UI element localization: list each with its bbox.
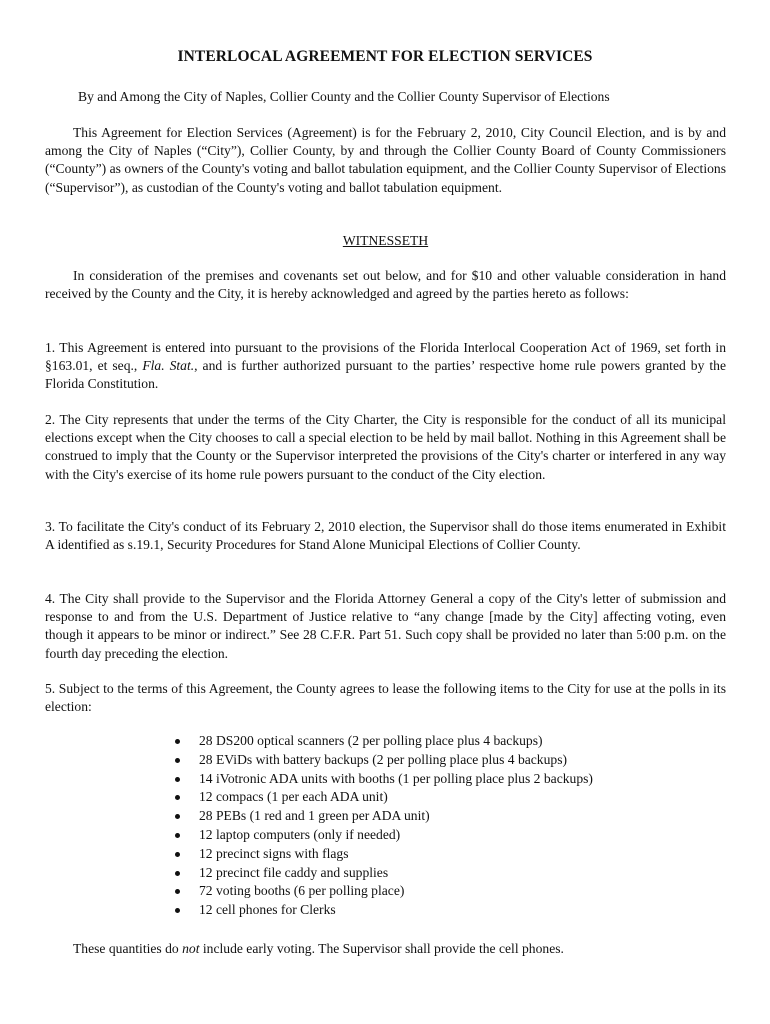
list-item-text: 12 laptop computers (only if needed) <box>199 826 401 842</box>
witnesseth-heading <box>45 232 726 250</box>
bullet-icon <box>175 852 180 857</box>
bullet-icon <box>175 739 180 744</box>
bullet-icon <box>175 889 180 894</box>
bullet-icon <box>175 795 180 800</box>
clause-1 <box>45 339 726 394</box>
list-item-text: 72 voting booths (6 per polling place) <box>199 883 405 899</box>
closing-note <box>45 940 726 958</box>
list-item <box>175 807 593 826</box>
clause-1-citation: Fla. Stat. <box>142 358 195 374</box>
clause-1-text-a: 1. This Agreement is entered into pursuant to the provisions of the Florida Interlocal Cooperation Act of 1969, set forth in §163.01, et seq., <box>45 340 726 374</box>
list-item-text: 28 PEBs (1 red and 1 green per ADA unit) <box>199 808 430 824</box>
list-item <box>175 901 593 920</box>
lease-items-list <box>175 732 593 920</box>
list-item-text: 28 DS200 optical scanners (2 per polling place plus 4 backups) <box>199 733 543 748</box>
bullet-icon <box>175 908 180 913</box>
list-item <box>175 864 593 883</box>
intro-paragraph: This Agreement for Election Services (Agreement) is for the February 2, 2010, City Council Election, and is by and among the City of Naples (“City”), Collier County, by and through the Collier County Board of County Commissioners (“County”) as owners of the County's voting and ballot tabulation equipment, and the Collier County Supervisor of Elections (“Supervisor”), as custodian of the County's voting and ballot tabulation equipment. <box>45 125 726 195</box>
list-item <box>175 788 593 807</box>
clause-5: 5. Subject to the terms of this Agreement, the County agrees to lease the following items to the City for use at the polls in its election: <box>45 681 726 715</box>
bullet-icon <box>175 833 180 838</box>
list-item <box>175 770 593 789</box>
bullet-icon <box>175 777 180 782</box>
clause-1-text-b: , and is further authorized pursuant to the parties’ respective home rule powers granted by the Florida Constitution. <box>45 358 726 392</box>
document-subtitle: By and Among the City of Naples, Collier County and the Collier County Supervisor of Elections <box>78 89 610 104</box>
bullet-icon <box>175 758 180 763</box>
bullet-icon <box>175 814 180 819</box>
list-item <box>175 751 593 770</box>
closing-text-b: include early voting. The Supervisor shall provide the cell phones. <box>199 941 564 956</box>
clause-4: 4. The City shall provide to the Supervisor and the Florida Attorney General a copy of the City's letter of submission and response to and from the U.S. Department of Justice relative to “any change [made by the City] affecting voting, even though it appears to be minor or indirect.” See 28 C.F.R. Part 51. Such copy shall be provided no later than 5:00 p.m. on the fourth day preceding the election. <box>45 591 726 661</box>
list-item-text: 28 EViDs with battery backups (2 per polling place plus 4 backups) <box>199 751 568 767</box>
list-item <box>175 882 593 901</box>
list-item-text: 12 precinct signs with flags <box>199 845 349 861</box>
closing-text-a: These quantities do <box>73 941 183 956</box>
clause-2: 2. The City represents that under the terms of the City Charter, the City is responsible for the conduct of all its municipal elections except when the City chooses to call a special election to be held by mail ballot. Nothing in this Agreement shall be construed to imply that the County or the Supervisor interpreted the provisions of the City's charter or interfered in any way with the City's exercise of its home rule powers pursuant to the conduct of the City election. <box>45 412 726 482</box>
closing-emphasis: not <box>182 941 200 956</box>
list-item-text: 14 iVotronic ADA units with booths (1 per polling place plus 2 backups) <box>199 770 593 786</box>
witnesseth-text: WITNESSETH <box>342 233 429 248</box>
clause-3: 3. To facilitate the City's conduct of its February 2, 2010 election, the Supervisor shall do those items enumerated in Exhibit A identified as s.19.1, Security Procedures for Stand Alone Municipal Elections of Collier County. <box>45 519 726 553</box>
list-item <box>175 826 593 845</box>
list-item-text: 12 cell phones for Clerks <box>199 902 336 918</box>
list-item-text: 12 precinct file caddy and supplies <box>199 864 389 880</box>
list-item <box>175 732 593 751</box>
bullet-icon <box>175 871 180 876</box>
list-item <box>175 845 593 864</box>
list-item-text: 12 compacs (1 per each ADA unit) <box>199 789 388 805</box>
document-title: INTERLOCAL AGREEMENT FOR ELECTION SERVICES <box>177 48 593 65</box>
consideration-paragraph: In consideration of the premises and covenants set out below, and for $10 and other valuable consideration in hand received by the County and the City, it is hereby acknowledged and agreed by the parties hereto as follows: <box>45 268 726 302</box>
